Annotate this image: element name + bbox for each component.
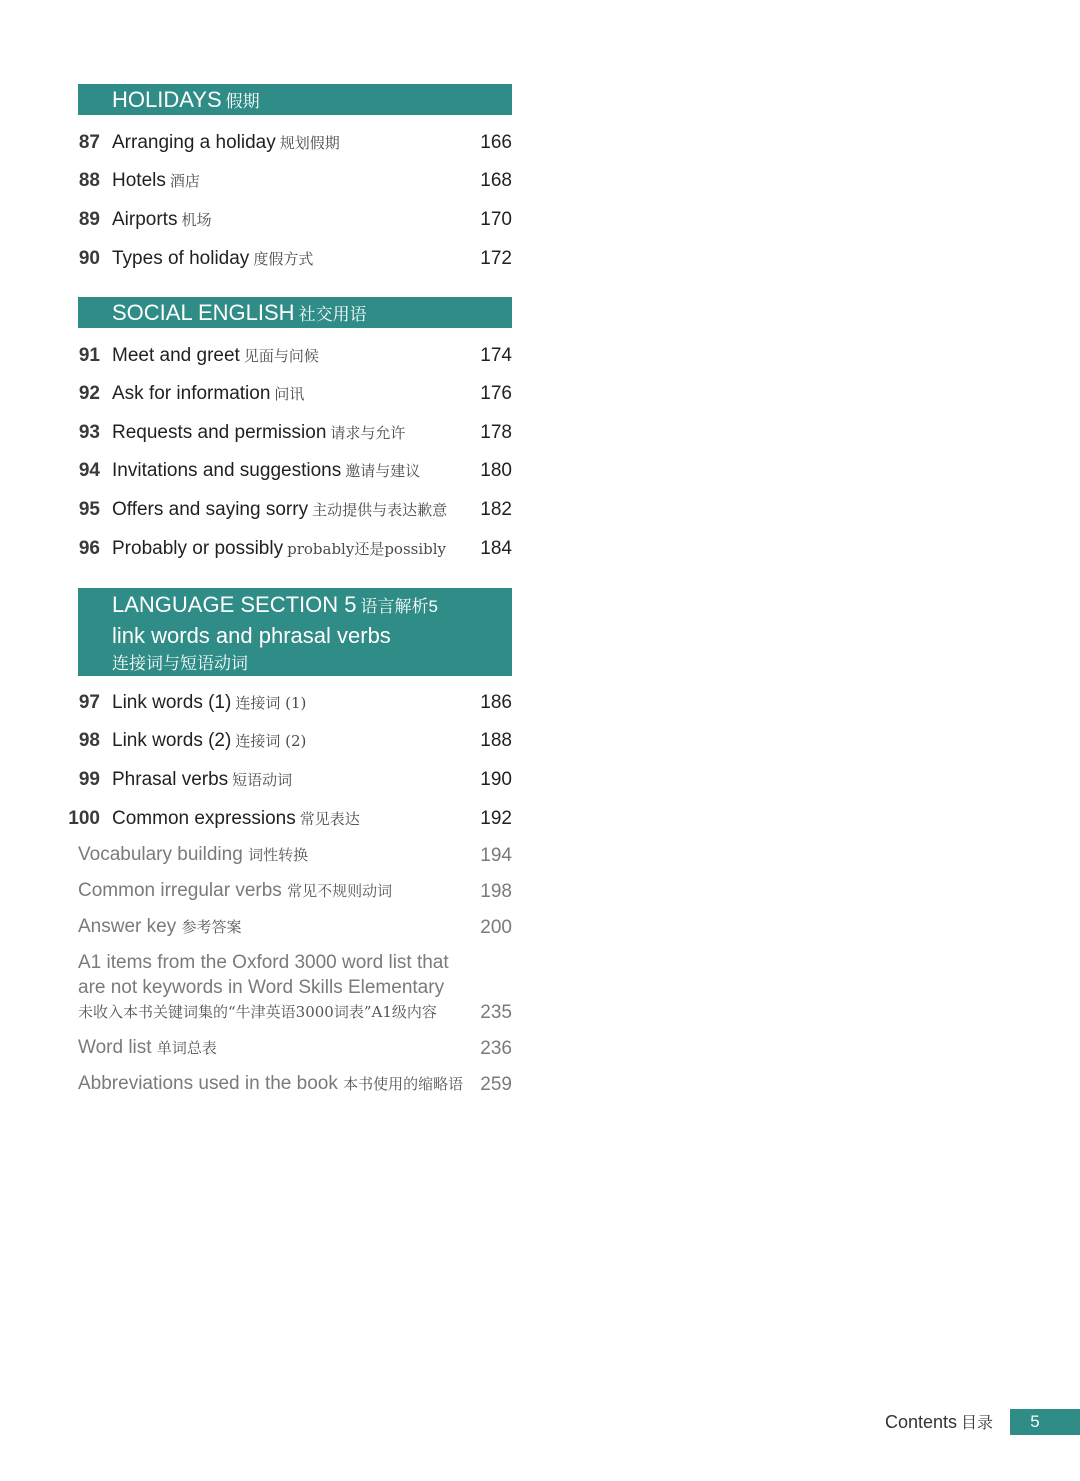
entry-title: Link words (1) (112, 692, 232, 713)
entry-number: 87 (78, 132, 100, 153)
toc-entry[interactable] (0, 244, 512, 274)
section-subtitle: link words and phrasal verbs (112, 623, 391, 648)
entry-title: Common irregular verbs (78, 880, 282, 901)
toc-entry[interactable] (0, 456, 512, 486)
section-title-zh: 假期 (225, 92, 260, 111)
toc-entry[interactable] (0, 495, 512, 525)
entry-page: 178 (480, 422, 512, 443)
entry-page: 198 (480, 881, 512, 902)
section-title: LANGUAGE SECTION 5 (112, 592, 357, 617)
entry-number: 95 (78, 499, 100, 520)
entry-title-zh: 短语动词 (232, 771, 293, 789)
section-title: HOLIDAYS (112, 87, 222, 112)
entry-page: 168 (480, 170, 512, 191)
entry-title-zh: 单词总表 (156, 1039, 217, 1057)
entry-number: 88 (78, 170, 100, 191)
back-matter-entry[interactable] (78, 878, 512, 904)
entry-page: 188 (480, 730, 512, 751)
toc-entry[interactable] (0, 418, 512, 448)
entry-title: Hotels (112, 170, 166, 191)
entry-number: 100 (68, 808, 100, 829)
entry-title: Requests and permission (112, 422, 327, 443)
entry-page: 166 (480, 132, 512, 153)
entry-number: 92 (78, 383, 100, 404)
entry-title-zh: 见面与问候 (243, 347, 319, 365)
entry-page: 182 (480, 499, 512, 520)
toc-entry[interactable] (0, 688, 512, 718)
entry-number: 94 (78, 460, 100, 481)
toc-entry[interactable] (0, 534, 512, 564)
entry-title: Invitations and suggestions (112, 460, 342, 481)
entry-number: 99 (78, 769, 100, 790)
entry-title: Vocabulary building (78, 844, 243, 865)
back-matter-entry[interactable] (78, 1035, 512, 1061)
entry-number: 97 (78, 692, 100, 713)
entry-page: 259 (480, 1074, 512, 1095)
footer-label-en: Contents (885, 1412, 958, 1432)
entry-title-zh: 未收入本书关键词集的“牛津英语3000词表”A1级内容 (78, 1003, 437, 1021)
entry-page: 190 (480, 769, 512, 790)
entry-title-zh: 常见不规则动词 (287, 882, 393, 900)
entry-page: 236 (480, 1038, 512, 1059)
entry-number: 93 (78, 422, 100, 443)
entry-page: 194 (480, 845, 512, 866)
entry-page: 180 (480, 460, 512, 481)
entry-title-zh: 本书使用的缩略语 (343, 1075, 464, 1093)
entry-title: Types of holiday (112, 248, 250, 269)
entry-page: 176 (480, 383, 512, 404)
page-number: 5 (1010, 1409, 1080, 1435)
entry-number: 90 (78, 248, 100, 269)
entry-title: Common expressions (112, 808, 296, 829)
section-title-zh: 社交用语 (298, 305, 367, 324)
section-subtitle-zh: 连接词与短语动词 (112, 654, 248, 673)
entry-title-line2: are not keywords in Word Skills Elementary (78, 977, 445, 998)
entry-title-zh: 规划假期 (279, 134, 340, 152)
footer-label-zh: 目录 (961, 1415, 994, 1432)
entry-number: 89 (78, 209, 100, 230)
entry-title-zh: 酒店 (169, 172, 200, 190)
footer-label (885, 1410, 993, 1433)
entry-title-zh: 主动提供与表达歉意 (312, 501, 448, 519)
toc-entry[interactable] (0, 804, 512, 834)
entry-number: 91 (78, 345, 100, 366)
entry-title: Phrasal verbs (112, 769, 229, 790)
entry-page: 172 (480, 248, 512, 269)
entry-title-zh: 度假方式 (253, 250, 314, 268)
entry-page: 184 (480, 538, 512, 559)
section-title: SOCIAL ENGLISH (112, 300, 295, 325)
entry-title-zh: 连接词 (2) (235, 732, 307, 750)
toc-entry[interactable] (0, 765, 512, 795)
entry-title-zh: 常见表达 (299, 810, 360, 828)
entry-title: Offers and saying sorry (112, 499, 309, 520)
entry-title-zh: 请求与允许 (330, 424, 406, 442)
section-title-zh: 语言解析5 (360, 597, 438, 616)
back-matter-entry[interactable] (78, 1071, 512, 1097)
entry-title: Meet and greet (112, 345, 240, 366)
back-matter-entry[interactable] (78, 914, 512, 940)
entry-page: 186 (480, 692, 512, 713)
section-header-social-english (78, 297, 512, 328)
entry-title-zh: 机场 (181, 211, 212, 229)
entry-page: 174 (480, 345, 512, 366)
back-matter-entry[interactable] (78, 842, 512, 868)
entry-number: 98 (78, 730, 100, 751)
toc-entry[interactable] (0, 726, 512, 756)
toc-entry[interactable] (0, 379, 512, 409)
toc-entry[interactable] (0, 205, 512, 235)
section-header-holidays (78, 84, 512, 115)
entry-title: Link words (2) (112, 730, 232, 751)
entry-title: Abbreviations used in the book (78, 1073, 338, 1094)
entry-title: Word list (78, 1037, 152, 1058)
entry-page: 170 (480, 209, 512, 230)
entry-title: Airports (112, 209, 178, 230)
entry-title-zh: probably还是possibly (287, 540, 447, 558)
entry-title-zh: 问讯 (274, 385, 305, 403)
back-matter-entry[interactable] (78, 950, 512, 1025)
entry-page: 235 (480, 1002, 512, 1023)
entry-title: Ask for information (112, 383, 271, 404)
entry-page: 192 (480, 808, 512, 829)
entry-title-zh: 邀请与建议 (345, 462, 421, 480)
entry-title-zh: 连接词 (1) (235, 694, 307, 712)
entry-title-zh: 参考答案 (181, 918, 242, 936)
toc-entry[interactable] (0, 341, 512, 371)
entry-number: 96 (78, 538, 100, 559)
section-header-language-section (78, 588, 512, 676)
toc-entry[interactable] (0, 128, 512, 158)
entry-title: Probably or possibly (112, 538, 284, 559)
entry-title: Arranging a holiday (112, 132, 276, 153)
entry-title-line1: A1 items from the Oxford 3000 word list that (78, 952, 449, 973)
entry-title: Answer key (78, 916, 177, 937)
toc-entry[interactable] (0, 166, 512, 196)
entry-page: 200 (480, 917, 512, 938)
entry-title-zh: 词性转换 (248, 846, 309, 864)
